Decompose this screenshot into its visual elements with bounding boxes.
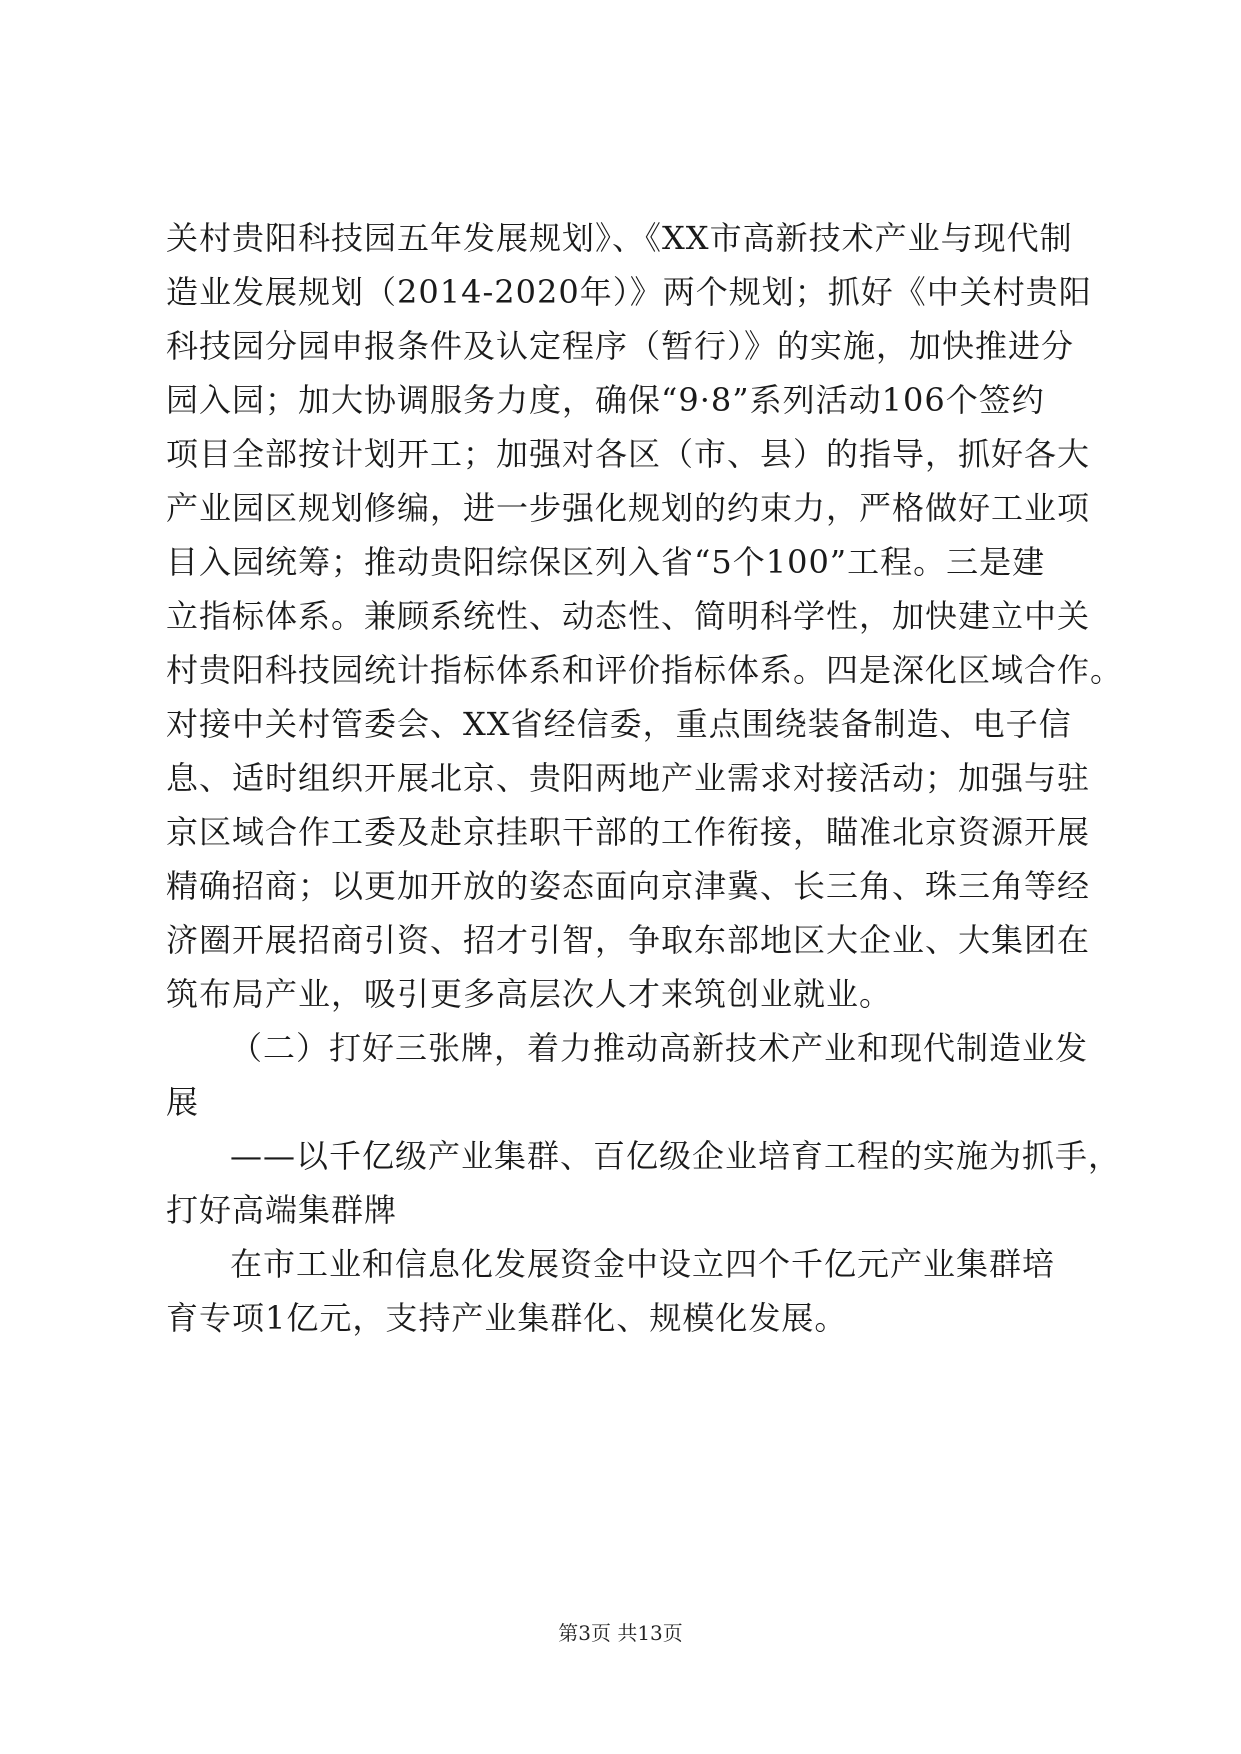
- body-text-line: 项目全部按计划开工；加强对各区（市、县）的指导，抓好各大: [166, 435, 1091, 473]
- page-number-footer: 第3页 共13页: [558, 1621, 683, 1645]
- section-heading-line: （二）打好三张牌，着力推动高新技术产业和现代制造业发: [230, 1029, 1089, 1067]
- subsection-heading-line: ——以千亿级产业集群、百亿级企业培育工程的实施为抓手，: [230, 1137, 1122, 1175]
- body-text-line: 造业发展规划（2014-2020年）》两个规划；抓好《中关村贵阳: [166, 273, 1092, 311]
- body-text-line: 对接中关村管委会、XX省经信委，重点围绕装备制造、电子信: [166, 705, 1072, 743]
- body-text-line: 关村贵阳科技园五年发展规划》、《XX市高新技术产业与现代制: [166, 219, 1073, 257]
- body-text-line: 筑布局产业，吸引更多高层次人才来筑创业就业。: [166, 975, 893, 1013]
- subsection-heading-line: 打好高端集群牌: [166, 1191, 398, 1229]
- body-text-line: 园入园；加大协调服务力度，确保“9·8”系列活动106个签约: [166, 381, 1045, 419]
- body-text-line: 村贵阳科技园统计指标体系和评价指标体系。四是深化区域合作。: [166, 651, 1124, 689]
- body-text-line: 精确招商；以更加开放的姿态面向京津冀、长三角、珠三角等经: [166, 867, 1091, 905]
- body-text-line: 在市工业和信息化发展资金中设立四个千亿元产业集群培: [230, 1245, 1056, 1283]
- body-text-line: 目入园统筹；推动贵阳综保区列入省“5个100”工程。三是建: [166, 543, 1046, 581]
- body-text-line: 产业园区规划修编，进一步强化规划的约束力，严格做好工业项: [166, 489, 1091, 527]
- body-text-line: 息、适时组织开展北京、贵阳两地产业需求对接活动；加强与驻: [166, 759, 1091, 797]
- body-text-line: 育专项1亿元，支持产业集群化、规模化发展。: [166, 1299, 848, 1337]
- body-text-line: 科技园分园申报条件及认定程序（暂行）》的实施，加快推进分: [166, 327, 1075, 365]
- body-text-line: 立指标体系。兼顾系统性、动态性、简明科学性，加快建立中关: [166, 597, 1091, 635]
- section-heading-line: 展: [166, 1083, 200, 1121]
- body-text-line: 京区域合作工委及赴京挂职干部的工作衔接，瞄准北京资源开展: [166, 813, 1091, 851]
- body-text-line: 济圈开展招商引资、招才引智，争取东部地区大企业、大集团在: [166, 921, 1091, 959]
